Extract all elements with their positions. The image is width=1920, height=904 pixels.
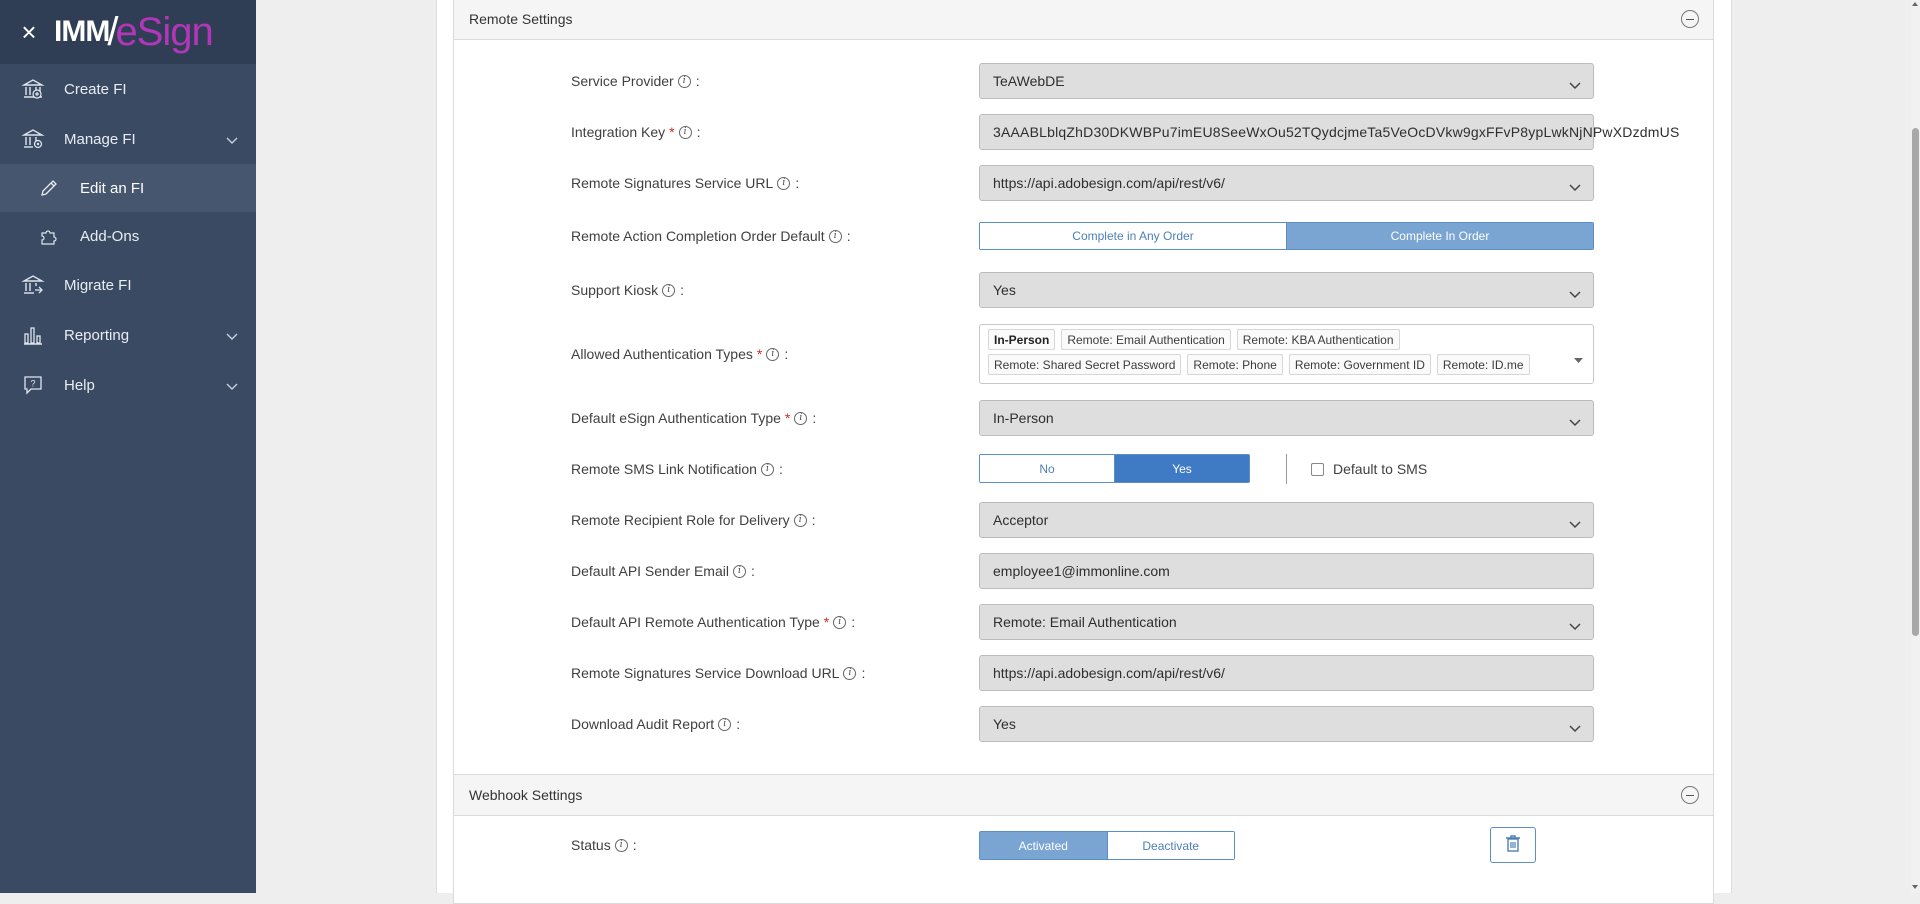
- auth-types-row: [454, 324, 1713, 384]
- service-provider-select[interactable]: TeAWebDE: [979, 63, 1594, 99]
- chevron-down-icon: [1569, 414, 1581, 430]
- sidebar-item-edit-fi[interactable]: [0, 164, 256, 212]
- bank-gear-icon: [20, 126, 46, 152]
- info-icon[interactable]: i: [678, 75, 691, 88]
- checkbox-box[interactable]: [1311, 463, 1324, 476]
- completion-order-row: [454, 218, 1713, 254]
- api-auth-row: [454, 604, 1713, 640]
- recipient-role-row: [454, 502, 1713, 538]
- remote-sig-url-row: [454, 165, 1713, 201]
- sender-email-label: Default API Sender Email i :: [571, 563, 755, 579]
- download-url-row: [454, 655, 1713, 691]
- sidebar-item-label: Migrate FI: [64, 276, 132, 294]
- chevron-down-icon: [1569, 179, 1581, 195]
- sidebar-item-help[interactable]: [0, 360, 256, 410]
- sidebar-item-manage-fi[interactable]: [0, 114, 256, 164]
- audit-report-select[interactable]: Yes: [979, 706, 1594, 742]
- info-icon[interactable]: i: [733, 565, 746, 578]
- remote-settings-section: [453, 0, 1714, 775]
- chevron-down-icon: [226, 328, 238, 345]
- auth-chip[interactable]: Remote: ID.me: [1437, 354, 1530, 375]
- sidebar-item-label: Help: [64, 376, 95, 394]
- scroll-down-arrow-icon[interactable]: [1912, 885, 1918, 889]
- close-icon[interactable]: ×: [21, 17, 37, 47]
- sidebar-item-add-ons[interactable]: [0, 212, 256, 260]
- chevron-down-icon: [1569, 516, 1581, 532]
- integration-key-input[interactable]: 3AAABLblqZhD30DKWBPu7imEU8SeeWxOu52TQydcjmeTa5VeOcDVkw9gxFFvP8ypLwkNjNPwXDzdmUS: [979, 114, 1594, 150]
- collapse-minus-icon[interactable]: [1681, 786, 1699, 804]
- sidebar-item-reporting[interactable]: [0, 310, 256, 360]
- info-icon[interactable]: i: [794, 412, 807, 425]
- api-auth-select[interactable]: Remote: Email Authentication: [979, 604, 1594, 640]
- auth-chip[interactable]: In-Person: [988, 329, 1055, 350]
- sms-no-option[interactable]: No: [980, 455, 1114, 482]
- caret-down-icon: [1574, 350, 1583, 368]
- logo-slash: /: [107, 10, 118, 54]
- puzzle-icon: [38, 225, 60, 247]
- remote-sig-url-select[interactable]: https://api.adobesign.com/api/rest/v6/: [979, 165, 1594, 201]
- audit-report-row: [454, 706, 1713, 742]
- deactivate-option[interactable]: Deactivate: [1107, 832, 1235, 859]
- integration-key-row: [454, 114, 1713, 150]
- remote-settings-header: [454, 0, 1713, 40]
- sender-email-row: [454, 553, 1713, 589]
- default-auth-label: Default eSign Authentication Type * i :: [571, 410, 817, 426]
- download-url-input[interactable]: https://api.adobesign.com/api/rest/v6/: [979, 655, 1594, 691]
- sidebar-item-create-fi[interactable]: [0, 64, 256, 114]
- remote-sig-url-label: Remote Signatures Service URL i :: [571, 175, 800, 191]
- bar-chart-icon: [20, 322, 46, 348]
- complete-in-order-option[interactable]: Complete In Order: [1286, 223, 1593, 249]
- imm-esign-logo: [54, 12, 213, 52]
- audit-report-label: Download Audit Report i :: [571, 716, 741, 732]
- chevron-down-icon: [1569, 720, 1581, 736]
- sidebar-item-label: Manage FI: [64, 130, 136, 148]
- sms-link-label: Remote SMS Link Notification i :: [571, 461, 783, 477]
- pencil-icon: [38, 177, 60, 199]
- support-kiosk-row: [454, 272, 1713, 308]
- info-icon[interactable]: i: [829, 230, 842, 243]
- support-kiosk-label: Support Kiosk i :: [571, 282, 685, 298]
- sidebar-item-migrate-fi[interactable]: [0, 260, 256, 310]
- completion-order-label: Remote Action Completion Order Default i :: [571, 228, 851, 244]
- info-icon[interactable]: i: [833, 616, 846, 629]
- auth-chip[interactable]: Remote: Government ID: [1289, 354, 1431, 375]
- info-icon[interactable]: i: [766, 348, 779, 361]
- info-icon[interactable]: i: [777, 177, 790, 190]
- svg-text:?: ?: [30, 378, 36, 389]
- api-auth-label: Default API Remote Authentication Type * i :: [571, 614, 856, 630]
- collapse-minus-icon[interactable]: [1681, 10, 1699, 28]
- info-icon[interactable]: i: [718, 718, 731, 731]
- activated-option[interactable]: Activated: [980, 832, 1107, 859]
- webhook-settings-header: [454, 775, 1713, 816]
- recipient-role-label: Remote Recipient Role for Delivery i :: [571, 512, 816, 528]
- chevron-down-icon: [1569, 286, 1581, 302]
- auth-chip[interactable]: Remote: KBA Authentication: [1237, 329, 1400, 350]
- auth-types-label: Allowed Authentication Types * i :: [571, 346, 789, 362]
- sidebar-item-label: Reporting: [64, 326, 130, 344]
- auth-chip[interactable]: Remote: Phone: [1187, 354, 1282, 375]
- delete-webhook-button[interactable]: [1490, 827, 1536, 863]
- sidebar-item-label: Add-Ons: [80, 227, 140, 245]
- chevron-down-icon: [1569, 77, 1581, 93]
- sidebar: [0, 0, 256, 893]
- default-auth-row: [454, 400, 1713, 436]
- sms-link-row: [454, 451, 1713, 487]
- service-provider-row: [454, 63, 1713, 99]
- info-icon[interactable]: i: [843, 667, 856, 680]
- chevron-down-icon: [1569, 618, 1581, 634]
- auth-chip[interactable]: Remote: Email Authentication: [1061, 329, 1230, 350]
- completion-order-toggle: [979, 222, 1594, 250]
- download-url-label: Remote Signatures Service Download URL i :: [571, 665, 866, 681]
- default-auth-select[interactable]: In-Person: [979, 400, 1594, 436]
- info-icon[interactable]: i: [794, 514, 807, 527]
- info-icon[interactable]: i: [662, 284, 675, 297]
- scroll-up-arrow-icon[interactable]: [1912, 2, 1918, 6]
- info-icon[interactable]: i: [679, 126, 692, 139]
- webhook-status-label: Status i :: [571, 837, 637, 853]
- complete-any-order-option[interactable]: Complete in Any Order: [980, 223, 1286, 249]
- section-title: Remote Settings: [469, 11, 573, 27]
- logo-imm: IMM: [54, 15, 110, 48]
- sender-email-input[interactable]: employee1@immonline.com: [979, 553, 1594, 589]
- sidebar-item-label: Create FI: [64, 80, 127, 98]
- default-to-sms-checkbox[interactable]: [1311, 461, 1427, 477]
- recipient-role-select[interactable]: Acceptor: [979, 502, 1594, 538]
- sms-link-toggle: [979, 454, 1250, 483]
- service-provider-label: Service Provider i :: [571, 73, 700, 89]
- logo-esign: eSign: [115, 10, 213, 54]
- info-icon[interactable]: i: [761, 463, 774, 476]
- integration-key-label: Integration Key * i :: [571, 124, 701, 140]
- default-to-sms-label: Default to SMS: [1333, 461, 1428, 477]
- info-icon[interactable]: i: [615, 839, 628, 852]
- sidebar-header: [0, 0, 256, 64]
- section-title: Webhook Settings: [469, 787, 583, 803]
- vertical-scrollbar[interactable]: [1911, 0, 1920, 893]
- bank-arrow-icon: [20, 272, 46, 298]
- sms-yes-option[interactable]: Yes: [1114, 455, 1249, 482]
- divider: [1286, 454, 1287, 484]
- help-bubble-icon: [20, 372, 46, 398]
- sidebar-item-label: Edit an FI: [80, 179, 145, 197]
- chevron-down-icon: [226, 378, 238, 395]
- trash-icon: [1505, 834, 1521, 857]
- scrollbar-thumb[interactable]: [1912, 128, 1919, 636]
- bank-icon: [20, 76, 46, 102]
- auth-types-multiselect[interactable]: [979, 324, 1594, 384]
- support-kiosk-select[interactable]: Yes: [979, 272, 1594, 308]
- webhook-settings-section: [453, 774, 1714, 904]
- webhook-status-row: [454, 827, 1713, 863]
- auth-chip[interactable]: Remote: Shared Secret Password: [988, 354, 1181, 375]
- webhook-status-toggle: [979, 831, 1235, 860]
- chevron-down-icon: [226, 132, 238, 149]
